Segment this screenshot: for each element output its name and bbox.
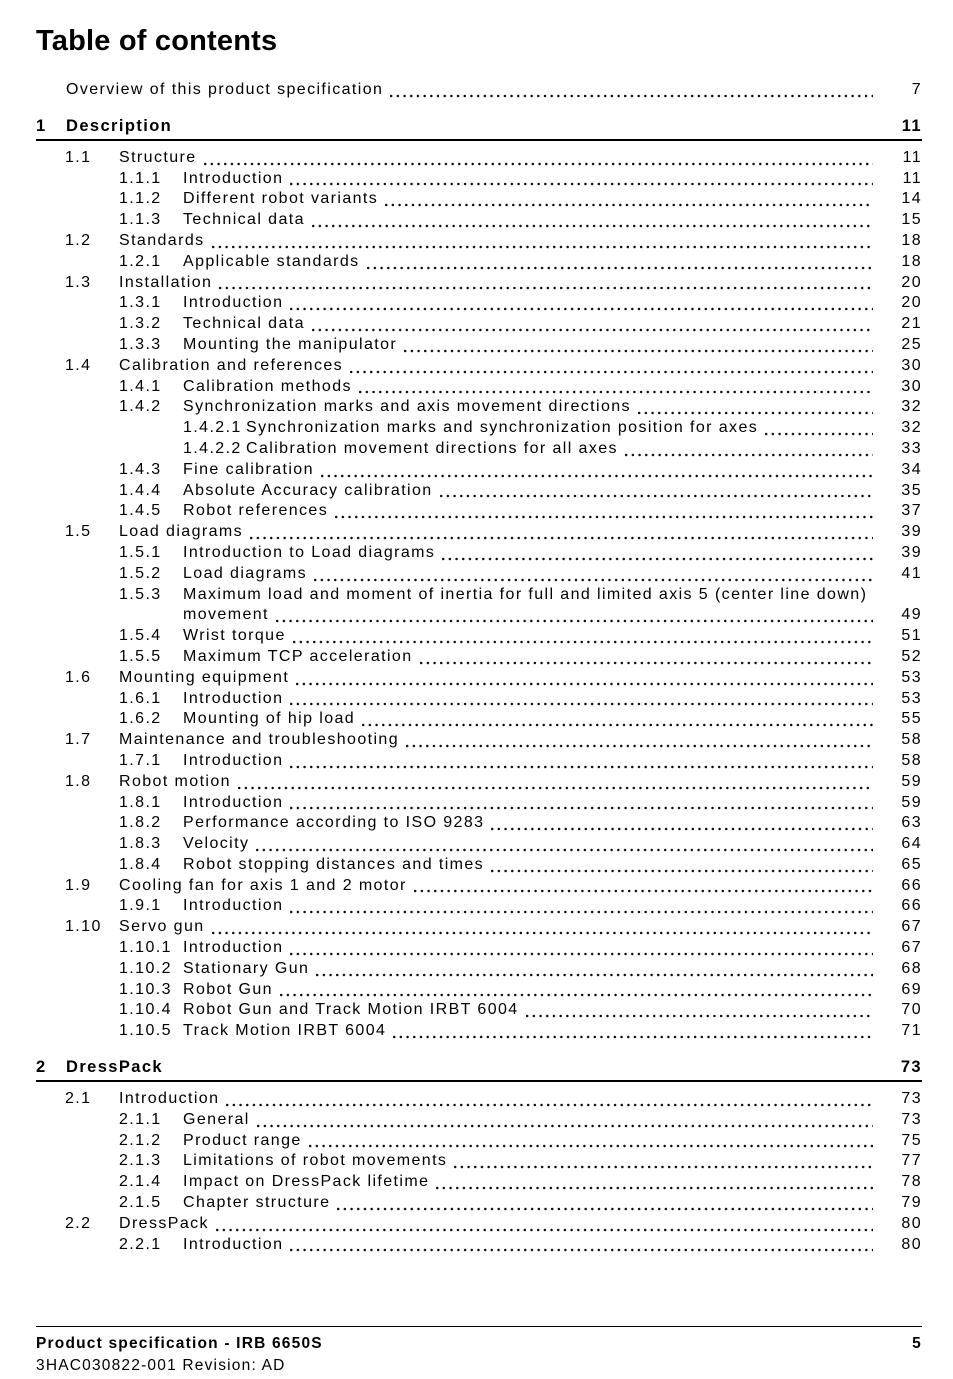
toc-entry-page: 11	[902, 148, 922, 166]
dot-leader	[316, 972, 873, 978]
toc-entry[interactable]	[36, 501, 922, 522]
toc-entry-page: 70	[901, 1001, 922, 1019]
toc-entry-title: Maintenance and troubleshooting	[119, 731, 400, 749]
toc-entry-title: Introduction	[183, 169, 284, 187]
toc-entry[interactable]	[36, 293, 922, 314]
toc-entry-title: Limitations of robot movements	[183, 1152, 448, 1170]
toc-entry[interactable]	[36, 730, 922, 751]
toc-entry-number: 1.4	[65, 356, 92, 374]
toc-entry-title: Servo gun	[119, 918, 205, 936]
toc-entry-page: 67	[901, 939, 922, 957]
toc-entry[interactable]	[36, 1235, 922, 1256]
toc-entry-number: 1.5.3	[119, 585, 162, 603]
toc-entry-number: 1.8.3	[119, 835, 162, 853]
toc-entry-title: Load diagrams	[183, 564, 308, 582]
toc-entry-number: 1.1	[65, 148, 92, 166]
toc-entry-page: 58	[901, 751, 922, 769]
toc-entry-number: 1.2.1	[119, 252, 162, 270]
toc-entry-title: Introduction to Load diagrams	[183, 543, 436, 561]
toc-entry[interactable]	[36, 626, 922, 647]
toc-entry-page: 73	[901, 1110, 922, 1128]
toc-entry-number: 1.4.4	[119, 481, 162, 499]
toc-entry-title: Velocity	[183, 835, 250, 853]
toc-entry[interactable]	[36, 1151, 922, 1172]
toc-entry-page: 39	[901, 543, 922, 561]
toc-entry-number: 1.5.4	[119, 627, 162, 645]
toc-entry-title: General	[183, 1110, 250, 1128]
dot-leader	[414, 888, 873, 894]
toc-entry[interactable]	[36, 772, 922, 793]
toc-entry[interactable]	[36, 252, 922, 273]
toc-entry-title: Mounting equipment	[119, 668, 290, 686]
toc-entry-page: 66	[901, 897, 922, 915]
toc-entry-page: 7	[911, 81, 922, 98]
footer-doc-title: Product specification - IRB 6650S	[36, 1335, 323, 1352]
dot-leader	[290, 1247, 873, 1253]
dot-leader	[290, 909, 873, 915]
toc-entry-page: 79	[901, 1194, 922, 1212]
footer-page-number: 5	[912, 1335, 922, 1352]
toc-entry-title: Maximum TCP acceleration	[183, 647, 413, 665]
toc-entry-number: 1.10.3	[119, 980, 172, 998]
dot-leader	[290, 951, 873, 957]
toc-entry-number: 1.10	[65, 918, 102, 936]
toc-entry-page: 33	[901, 439, 922, 457]
dot-leader	[204, 161, 873, 167]
toc-entry-page: 53	[901, 689, 922, 707]
toc-entry-page: 66	[901, 876, 922, 894]
dot-leader	[290, 181, 873, 187]
dot-leader	[406, 743, 873, 749]
toc-entry-title: Synchronization marks and synchronization position for axes	[246, 419, 759, 437]
toc-entry-title: DressPack	[119, 1214, 209, 1232]
dot-leader	[290, 306, 873, 312]
toc-entry-title: Standards	[119, 231, 205, 249]
toc-entry-number: 1.4.1	[119, 377, 162, 395]
toc-chapter-heading[interactable]	[36, 1058, 922, 1082]
toc-entry[interactable]	[36, 1172, 922, 1193]
toc-entry-page: 78	[901, 1173, 922, 1191]
toc-entry-title: Technical data	[183, 315, 305, 333]
toc-entry[interactable]	[36, 917, 922, 938]
toc-entry-title: movement	[183, 606, 269, 624]
dot-leader	[625, 452, 873, 458]
toc-entry[interactable]	[36, 1000, 922, 1021]
toc-entry[interactable]	[36, 210, 922, 231]
dot-leader	[290, 764, 873, 770]
dot-leader	[293, 639, 873, 645]
toc-entry-number: 1.4.2	[119, 398, 162, 416]
toc-entry-title: Calibration and references	[119, 356, 344, 374]
toc-entry-page: 59	[901, 793, 922, 811]
toc-entry-page: 80	[901, 1214, 922, 1232]
dot-leader	[436, 1185, 873, 1191]
toc-entry-title: Introduction	[183, 793, 284, 811]
dot-leader	[404, 348, 873, 354]
toc-entry-number: 1.9.1	[119, 897, 162, 915]
dot-leader	[312, 223, 873, 229]
toc-entry-title: Calibration movement directions for all axes	[246, 439, 618, 457]
toc-entry[interactable]	[36, 543, 922, 564]
toc-entry-page: 21	[901, 315, 922, 333]
toc-entry[interactable]	[36, 689, 922, 710]
toc-entry-number: 1.8.1	[119, 793, 162, 811]
toc-entry[interactable]	[36, 273, 922, 294]
toc-entry-number: 2.1.5	[119, 1194, 162, 1212]
toc-entry-title: Structure	[119, 148, 197, 166]
toc-entry-number: 1.5.5	[119, 647, 162, 665]
toc-entry-number: 1.4.2.1	[183, 419, 242, 437]
toc-entry[interactable]	[36, 876, 922, 897]
toc-entry-page: 20	[901, 273, 922, 291]
toc-entry-page: 32	[901, 398, 922, 416]
toc-entry[interactable]	[36, 231, 922, 252]
toc-entry-title: Robot Gun and Track Motion IRBT 6004	[183, 1001, 519, 1019]
toc-entry-page: 34	[901, 460, 922, 478]
toc-entry[interactable]	[36, 793, 922, 814]
toc-entry-title: Synchronization marks and axis movement directions	[183, 398, 631, 416]
toc-entry[interactable]	[36, 564, 922, 585]
toc-entry-page: 25	[901, 335, 922, 353]
toc-entry[interactable]	[36, 938, 922, 959]
dot-leader	[638, 410, 873, 416]
toc-entry-number: 2.1.4	[119, 1173, 162, 1191]
toc-entry-page: 53	[901, 668, 922, 686]
toc-entry-number: 1.10.2	[119, 959, 172, 977]
toc-entry-page: 59	[901, 772, 922, 790]
toc-entry[interactable]	[36, 959, 922, 980]
toc-chapter-page: 73	[900, 1058, 922, 1077]
toc-entry-title: Installation	[119, 273, 213, 291]
toc-entry[interactable]	[36, 1193, 922, 1214]
toc-entry-title: Performance according to ISO 9283	[183, 814, 485, 832]
toc-entry-page: 58	[901, 731, 922, 749]
toc-entry-title: Introduction	[183, 939, 284, 957]
toc-entry-title: Cooling fan for axis 1 and 2 motor	[119, 876, 407, 894]
dot-leader	[454, 1164, 873, 1170]
toc-entry[interactable]	[36, 855, 922, 876]
toc-entry-number: 1.3.1	[119, 294, 162, 312]
toc-entry-number: 1.8	[65, 772, 92, 790]
toc-entry-number: 1.4.2.2	[183, 439, 242, 457]
toc-entry-page: 64	[901, 835, 922, 853]
toc-entry[interactable]	[36, 647, 922, 668]
toc-entry-number: 1.4.5	[119, 502, 162, 520]
toc-entry-number: 1.7.1	[119, 751, 162, 769]
toc-entry-number: 1.10.4	[119, 1001, 172, 1019]
toc-chapter-title: Description	[66, 116, 173, 135]
toc-entry-page: 51	[901, 627, 922, 645]
dot-leader	[526, 1013, 873, 1019]
toc-entry-number: 1.5.1	[119, 543, 162, 561]
toc-entry-page: 30	[901, 356, 922, 374]
toc-entry-number: 2.1.2	[119, 1131, 162, 1149]
dot-leader	[219, 285, 873, 291]
dot-leader	[314, 577, 873, 583]
toc-entry[interactable]	[36, 148, 922, 169]
dot-leader	[309, 1143, 873, 1149]
toc-entry-page: 20	[901, 294, 922, 312]
dot-leader	[765, 431, 873, 437]
toc-chapter-title: DressPack	[66, 1058, 164, 1077]
toc-entry-number: 2.1.1	[119, 1110, 162, 1128]
dot-leader	[296, 681, 873, 687]
dot-leader	[216, 1227, 873, 1233]
toc-entry-page: 55	[901, 710, 922, 728]
toc-entry-page: 49	[901, 606, 922, 624]
toc-entry-number: 1.8.2	[119, 814, 162, 832]
toc-entry-page: 73	[901, 1090, 922, 1108]
dot-leader	[290, 701, 873, 707]
toc-entry-title: Robot motion	[119, 772, 231, 790]
dot-leader	[335, 514, 873, 520]
page-footer	[36, 1326, 922, 1375]
toc-entry-overview[interactable]	[36, 80, 922, 101]
toc-entry-title: Introduction	[183, 751, 284, 769]
toc-entry-title: Robot references	[183, 502, 329, 520]
dot-leader	[440, 493, 873, 499]
toc-chapter-number: 2	[36, 1058, 47, 1077]
toc-chapter-heading[interactable]	[36, 117, 922, 141]
toc-entry-number: 1.10.1	[119, 939, 172, 957]
toc-entry-title: Introduction	[119, 1090, 220, 1108]
toc-entry-title: Chapter structure	[183, 1194, 331, 1212]
dot-leader	[359, 389, 873, 395]
table-of-contents	[36, 80, 922, 1255]
toc-entry-title: Maximum load and moment of inertia for full and limited axis 5 (center line down)	[183, 585, 868, 603]
toc-entry-title: Stationary Gun	[183, 959, 310, 977]
toc-entry-title: Overview of this product specification	[66, 81, 384, 98]
dot-leader	[393, 1034, 873, 1040]
dot-leader	[250, 535, 873, 541]
toc-entry[interactable]	[36, 1089, 922, 1110]
toc-entry-page: 32	[901, 419, 922, 437]
toc-entry[interactable]	[36, 377, 922, 398]
toc-entry[interactable]	[36, 335, 922, 356]
toc-chapter-number: 1	[36, 116, 47, 135]
toc-entry-page: 39	[901, 523, 922, 541]
toc-entry-title: Product range	[183, 1131, 302, 1149]
toc-entry-number: 1.8.4	[119, 855, 162, 873]
toc-entry-page: 75	[901, 1131, 922, 1149]
toc-entry-title: Mounting the manipulator	[183, 335, 398, 353]
toc-entry-title: Introduction	[183, 1235, 284, 1253]
toc-entry[interactable]	[36, 1131, 922, 1152]
footer-doc-id: 3HAC030822-001 Revision: AD	[36, 1357, 286, 1374]
toc-entry[interactable]	[36, 169, 922, 190]
toc-entry-page: 63	[901, 814, 922, 832]
toc-entry[interactable]	[36, 439, 922, 460]
toc-entry[interactable]	[36, 668, 922, 689]
dot-leader	[280, 992, 873, 998]
dot-leader	[337, 1206, 873, 1212]
toc-entry[interactable]	[36, 356, 922, 377]
toc-entry[interactable]	[36, 834, 922, 855]
toc-entry-page: 30	[901, 377, 922, 395]
toc-entry-title: Track Motion IRBT 6004	[183, 1022, 387, 1040]
dot-leader	[420, 660, 873, 666]
toc-entry[interactable]	[36, 189, 922, 210]
toc-entry-page: 67	[901, 918, 922, 936]
toc-entry-title: Absolute Accuracy calibration	[183, 481, 433, 499]
toc-entry-title: Wrist torque	[183, 627, 286, 645]
toc-entry-page: 65	[901, 855, 922, 873]
dot-leader	[238, 785, 873, 791]
toc-entry-number: 1.4.3	[119, 460, 162, 478]
toc-entry-page: 80	[901, 1235, 922, 1253]
toc-entry-page: 11	[902, 169, 922, 187]
toc-entry-page: 18	[901, 231, 922, 249]
dot-leader	[257, 1123, 873, 1129]
toc-entry-page: 37	[901, 502, 922, 520]
dot-leader	[276, 618, 873, 624]
toc-entry[interactable]	[36, 980, 922, 1001]
toc-entry-number: 2.2	[65, 1214, 92, 1232]
page-title: Table of contents	[36, 25, 278, 57]
dot-leader	[321, 473, 873, 479]
toc-entry-number: 1.6.2	[119, 710, 162, 728]
dot-leader	[442, 556, 873, 562]
toc-entry-page: 77	[901, 1152, 922, 1170]
toc-entry-number: 1.6.1	[119, 689, 162, 707]
toc-entry[interactable]	[36, 1214, 922, 1235]
toc-entry-title: Robot Gun	[183, 980, 273, 998]
dot-leader	[212, 930, 873, 936]
toc-entry[interactable]	[36, 314, 922, 335]
toc-entry[interactable]	[36, 709, 922, 730]
toc-entry-title: Calibration methods	[183, 377, 352, 395]
toc-entry[interactable]	[36, 1110, 922, 1131]
toc-entry[interactable]	[36, 1021, 922, 1042]
dot-leader	[350, 369, 873, 375]
toc-entry-title: Different robot variants	[183, 190, 379, 208]
toc-entry[interactable]	[36, 481, 922, 502]
toc-entry-title: Fine calibration	[183, 460, 314, 478]
toc-entry-number: 1.1.2	[119, 190, 162, 208]
toc-entry-page: 52	[901, 647, 922, 665]
toc-entry-title: Introduction	[183, 689, 284, 707]
toc-entry-number: 1.1.3	[119, 211, 162, 229]
toc-entry-number: 1.5	[65, 523, 92, 541]
toc-entry-title: Load diagrams	[119, 523, 244, 541]
toc-entry[interactable]	[36, 751, 922, 772]
dot-leader	[290, 805, 873, 811]
toc-entry-title: Introduction	[183, 897, 284, 915]
dot-leader	[256, 847, 873, 853]
toc-entry-number: 1.3	[65, 273, 92, 291]
dot-leader	[367, 265, 873, 271]
toc-entry-title: Impact on DressPack lifetime	[183, 1173, 430, 1191]
toc-entry-number: 1.6	[65, 668, 92, 686]
toc-entry[interactable]	[36, 460, 922, 481]
toc-entry-number: 1.3.3	[119, 335, 162, 353]
toc-entry-number: 1.10.5	[119, 1022, 172, 1040]
toc-entry-page: 14	[901, 190, 922, 208]
dot-leader	[491, 826, 873, 832]
toc-entry-page: 15	[901, 211, 922, 229]
toc-entry-title: Technical data	[183, 211, 305, 229]
toc-entry-page: 41	[901, 564, 922, 582]
toc-entry-continuation[interactable]	[36, 605, 922, 626]
toc-entry[interactable]	[36, 522, 922, 543]
toc-entry[interactable]	[36, 397, 922, 418]
toc-entry-page: 68	[901, 959, 922, 977]
toc-entry-number: 2.1	[65, 1090, 92, 1108]
toc-entry-number: 1.7	[65, 731, 92, 749]
toc-entry-title: Introduction	[183, 294, 284, 312]
toc-entry-title: Robot stopping distances and times	[183, 855, 485, 873]
dot-leader	[390, 93, 873, 99]
toc-entry-page: 35	[901, 481, 922, 499]
toc-entry-title: Mounting of hip load	[183, 710, 356, 728]
toc-entry[interactable]	[36, 813, 922, 834]
toc-chapter-page: 11	[901, 116, 922, 135]
dot-leader	[491, 868, 873, 874]
toc-entry-page: 69	[901, 980, 922, 998]
toc-entry-number: 1.5.2	[119, 564, 162, 582]
toc-entry-page: 18	[901, 252, 922, 270]
dot-leader	[212, 244, 873, 250]
toc-entry-page: 71	[901, 1022, 922, 1040]
dot-leader	[385, 202, 873, 208]
toc-entry[interactable]	[36, 896, 922, 917]
toc-entry-number: 2.2.1	[119, 1235, 162, 1253]
toc-entry-number: 1.3.2	[119, 315, 162, 333]
toc-entry[interactable]	[36, 418, 922, 439]
footer-title-row	[36, 1334, 922, 1353]
toc-entry-number: 2.1.3	[119, 1152, 162, 1170]
dot-leader	[362, 722, 873, 728]
toc-entry-number: 1.9	[65, 876, 92, 894]
toc-entry-number: 1.2	[65, 231, 92, 249]
toc-entry[interactable]	[36, 585, 922, 606]
dot-leader	[312, 327, 873, 333]
toc-entry-title: Applicable standards	[183, 252, 360, 270]
dot-leader	[226, 1102, 873, 1108]
toc-entry-number: 1.1.1	[119, 169, 162, 187]
